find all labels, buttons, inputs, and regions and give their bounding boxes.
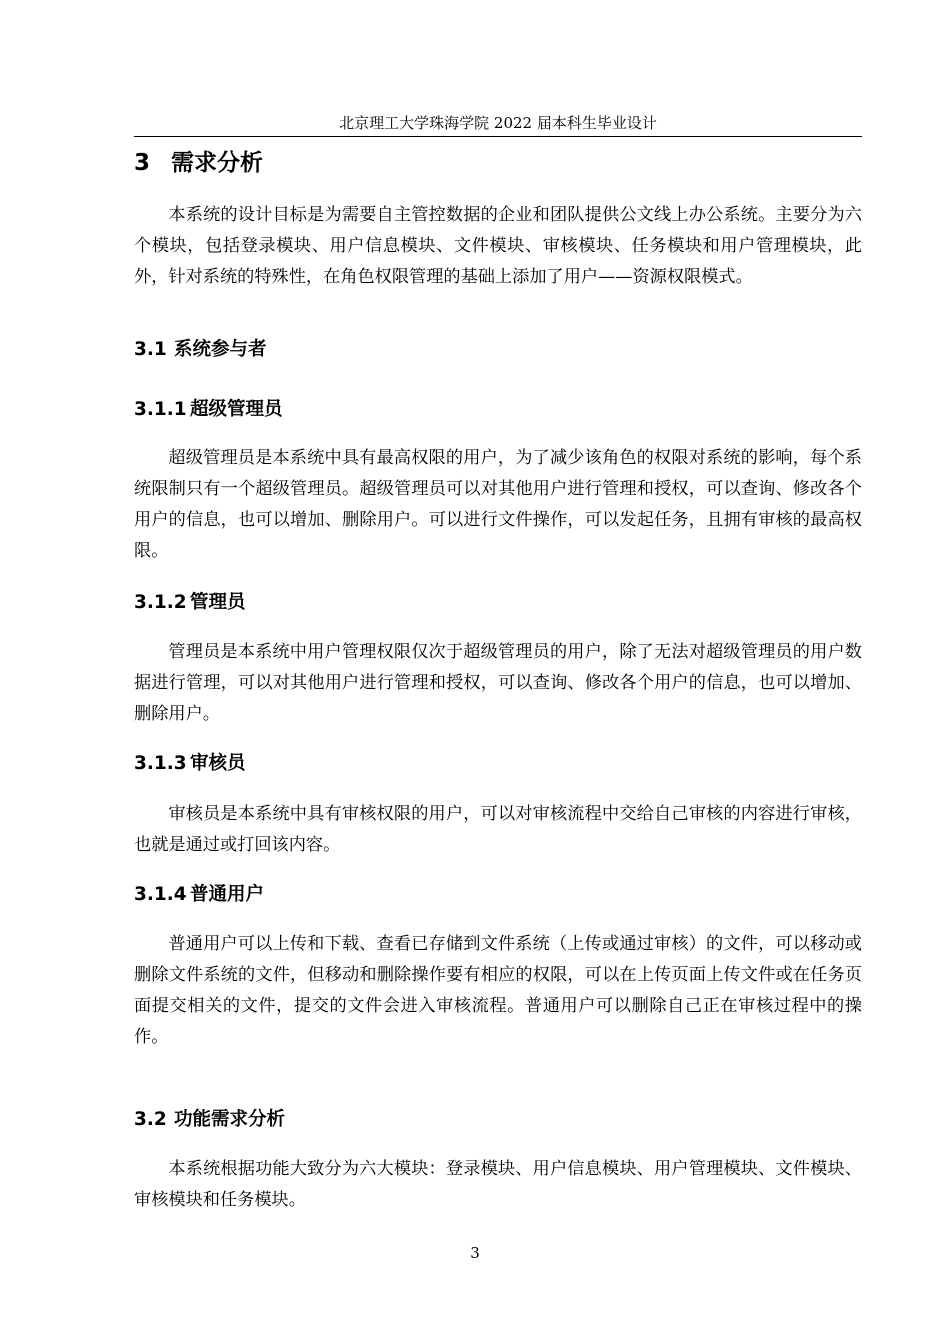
section-number: 3.1 <box>134 339 167 360</box>
subsection-heading-3-1-2 <box>134 589 246 617</box>
subsection-number: 3.1.3 <box>134 753 187 774</box>
subsection-heading-3-1-3 <box>134 750 246 778</box>
subsection-heading-3-1-1 <box>134 396 283 424</box>
subsection-title: 审核员 <box>190 753 246 774</box>
chapter-number: 3 <box>134 150 151 176</box>
subsection-number: 3.1.2 <box>134 592 187 613</box>
running-header: 北京理工大学珠海学院 2022 届本科生毕业设计 <box>339 114 657 132</box>
section-title: 系统参与者 <box>174 339 267 360</box>
paragraph-3-1-1: 超级管理员是本系统中具有最高权限的用户，为了减少该角色的权限对系统的影响，每个系统限制只有一个超级管理员。超级管理员可以对其他用户进行管理和授权，可以查询、修改各个用户的信息，也可以增加、删除用户。可以进行文件操作，可以发起任务，且拥有审核的最高权限。 <box>134 448 862 561</box>
intro-paragraph: 本系统的设计目标是为需要自主管控数据的企业和团队提供公文线上办公系统。主要分为六个模块，包括登录模块、用户信息模块、文件模块、审核模块、任务模块和用户管理模块，此外，针对系统的特殊性，在角色权限管理的基础上添加了用户——资源权限模式。 <box>134 205 862 287</box>
chapter-title <box>134 146 263 180</box>
section-number: 3.2 <box>134 1109 167 1130</box>
subsection-number: 3.1.4 <box>134 884 187 905</box>
page-number: 3 <box>470 1244 480 1262</box>
paragraph-3-1-4: 普通用户可以上传和下载、查看已存储到文件系统（上传或通过审核）的文件，可以移动或删除文件系统的文件，但移动和删除操作要有相应的权限，可以在上传页面上传文件或在任务页面提交相关的文件，提交的文件会进入审核流程。普通用户可以删除自己正在审核过程中的操作。 <box>134 934 862 1047</box>
subsection-title: 超级管理员 <box>190 399 283 420</box>
subsection-title: 普通用户 <box>190 884 265 905</box>
subsection-number: 3.1.1 <box>134 399 187 420</box>
header-rule <box>134 136 862 137</box>
paragraph-3-2: 本系统根据功能大致分为六大模块：登录模块、用户信息模块、用户管理模块、文件模块、审核模块和任务模块。 <box>134 1159 862 1210</box>
subsection-title: 管理员 <box>190 592 246 613</box>
section-heading-3-2 <box>134 1106 285 1134</box>
paragraph-3-1-2: 管理员是本系统中用户管理权限仅次于超级管理员的用户，除了无法对超级管理员的用户数据进行管理，可以对其他用户进行管理和授权，可以查询、修改各个用户的信息，也可以增加、删除用户。 <box>134 642 862 724</box>
chapter-title-text: 需求分析 <box>171 150 263 176</box>
subsection-heading-3-1-4 <box>134 881 264 909</box>
section-title: 功能需求分析 <box>174 1109 286 1130</box>
section-heading-3-1 <box>134 336 267 364</box>
paragraph-3-1-3: 审核员是本系统中具有审核权限的用户，可以对审核流程中交给自己审核的内容进行审核，也就是通过或打回该内容。 <box>134 804 862 855</box>
